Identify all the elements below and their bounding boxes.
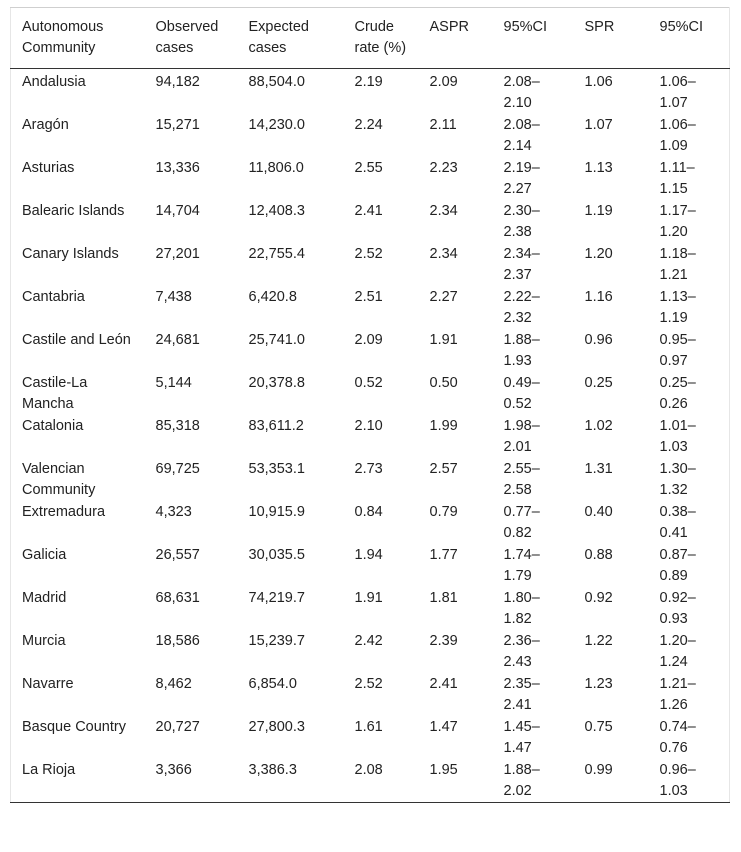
cell-expected-cases: 10,915.9 — [248, 504, 305, 520]
cell-community: La Rioja — [11, 759, 145, 803]
table-row — [11, 157, 730, 200]
cell-aspr: 1.47 — [429, 719, 458, 735]
cell-observed-cases: 24,681 — [155, 332, 200, 348]
table-body — [11, 69, 730, 803]
table-row — [11, 544, 730, 587]
cell-community: Madrid — [11, 587, 145, 630]
cell-expected-cases: 11,806.0 — [248, 160, 304, 176]
cell-spr: 1.13 — [584, 160, 613, 176]
cell-observed-cases: 4,323 — [155, 504, 192, 520]
cell-spr-ci: 1.18–1.21 — [649, 243, 730, 286]
cell-aspr: 2.09 — [429, 74, 458, 90]
cell-spr-ci: 1.06–1.07 — [649, 69, 730, 115]
cell-aspr-ci: 2.30–2.38 — [503, 203, 540, 240]
table-row — [11, 329, 730, 372]
cell-aspr-ci: 2.55–2.58 — [503, 461, 540, 498]
header-spr: SPR — [574, 8, 649, 69]
cell-aspr-ci: 2.35–2.41 — [503, 676, 540, 713]
cell-spr-ci: 0.74–0.76 — [649, 716, 730, 759]
cell-expected-cases: 3,386.3 — [238, 759, 344, 803]
cell-aspr: 1.81 — [429, 590, 458, 606]
cell-aspr: 2.11 — [429, 117, 457, 133]
cell-aspr: 0.50 — [429, 375, 458, 391]
cell-aspr-ci: 1.45–1.47 — [503, 719, 540, 756]
cell-spr: 1.06 — [584, 74, 613, 90]
table-row — [11, 587, 730, 630]
cell-spr-ci: 1.17–1.20 — [649, 200, 730, 243]
cell-spr: 1.23 — [584, 676, 613, 692]
table-row — [11, 415, 730, 458]
cell-observed-cases: 18,586 — [155, 633, 200, 649]
cell-crude-rate: 0.52 — [354, 375, 383, 391]
cell-expected-cases: 20,378.8 — [248, 375, 305, 391]
cell-community: Cantabria — [11, 286, 145, 329]
cell-aspr: 1.91 — [429, 332, 458, 348]
cell-observed-cases: 26,557 — [155, 547, 200, 563]
table-row — [11, 286, 730, 329]
cell-expected-cases: 25,741.0 — [248, 332, 305, 348]
cell-aspr-ci: 2.08–2.10 — [503, 74, 540, 111]
header-spr-ci: 95%CI — [649, 8, 730, 69]
cell-crude-rate: 2.10 — [354, 418, 383, 434]
header-observed-cases: Observed cases — [145, 8, 238, 69]
cell-expected-cases: 12,408.3 — [248, 203, 305, 219]
cell-aspr: 2.23 — [429, 160, 458, 176]
cell-aspr-ci: 1.98–2.01 — [503, 418, 540, 455]
cell-community: Galicia — [11, 544, 145, 587]
cell-crude-rate: 2.42 — [354, 633, 383, 649]
cell-community: Andalusia — [11, 69, 145, 115]
cell-spr: 1.19 — [584, 203, 613, 219]
cell-aspr-ci: 2.08–2.14 — [503, 117, 540, 154]
cell-aspr: 0.79 — [429, 504, 458, 520]
cell-community: Castile and León — [11, 329, 145, 372]
cell-community: Aragón — [11, 114, 145, 157]
prevalence-table-container — [10, 7, 729, 803]
cell-spr: 0.92 — [584, 590, 613, 606]
cell-spr-ci: 1.30–1.32 — [649, 458, 730, 501]
cell-observed-cases: 94,182 — [155, 74, 200, 90]
cell-community: Asturias — [11, 157, 145, 200]
cell-spr-ci: 1.20–1.24 — [649, 630, 730, 673]
cell-observed-cases: 85,318 — [155, 418, 200, 434]
table-row — [11, 630, 730, 673]
cell-spr: 1.07 — [584, 117, 613, 133]
cell-spr-ci: 0.87–0.89 — [649, 544, 730, 587]
cell-crude-rate: 1.94 — [354, 547, 383, 563]
cell-spr: 1.22 — [584, 633, 613, 649]
cell-community: Castile-La Mancha — [11, 372, 145, 415]
cell-community: Murcia — [11, 630, 145, 673]
cell-crude-rate: 1.61 — [354, 719, 383, 735]
cell-crude-rate: 2.55 — [354, 160, 383, 176]
table-row — [11, 716, 730, 759]
cell-crude-rate: 2.52 — [354, 676, 383, 692]
cell-aspr-ci: 1.88–1.93 — [503, 332, 540, 369]
cell-spr-ci: 0.38–0.41 — [649, 501, 730, 544]
cell-aspr-ci: 0.49–0.52 — [503, 375, 540, 412]
cell-spr-ci: 1.11–1.15 — [649, 157, 730, 200]
cell-aspr: 2.34 — [429, 246, 458, 262]
cell-expected-cases: 88,504.0 — [248, 74, 305, 90]
cell-observed-cases: 69,725 — [155, 461, 200, 477]
cell-expected-cases: 6,854.0 — [248, 676, 297, 692]
cell-observed-cases: 14,704 — [155, 203, 200, 219]
cell-community: Navarre — [11, 673, 145, 716]
cell-expected-cases: 74,219.7 — [248, 590, 305, 606]
table-row — [11, 501, 730, 544]
cell-spr-ci: 1.06–1.09 — [649, 114, 730, 157]
cell-community: Extremadura — [11, 501, 145, 544]
cell-crude-rate: 2.41 — [354, 203, 383, 219]
cell-spr-ci: 0.25–0.26 — [649, 372, 730, 415]
cell-expected-cases: 6,420.8 — [248, 289, 297, 305]
cell-spr-ci: 0.95–0.97 — [649, 329, 730, 372]
cell-spr: 1.02 — [584, 418, 613, 434]
header-expected-cases: Expected cases — [238, 8, 344, 69]
cell-community: Canary Islands — [11, 243, 145, 286]
cell-aspr: 1.77 — [429, 547, 458, 563]
cell-observed-cases: 20,727 — [155, 719, 200, 735]
cell-crude-rate: 2.51 — [354, 289, 383, 305]
cell-crude-rate: 2.19 — [354, 74, 383, 90]
cell-observed-cases: 3,366 — [145, 759, 238, 803]
cell-aspr-ci: 1.80–1.82 — [503, 590, 540, 627]
cell-spr: 0.25 — [584, 375, 613, 391]
table-row — [11, 69, 730, 115]
cell-aspr-ci: 2.22–2.32 — [503, 289, 540, 326]
cell-spr: 1.31 — [584, 461, 613, 477]
cell-observed-cases: 8,462 — [155, 676, 192, 692]
cell-crude-rate: 2.73 — [354, 461, 383, 477]
cell-aspr: 2.27 — [429, 289, 458, 305]
cell-spr: 0.40 — [584, 504, 613, 520]
cell-observed-cases: 5,144 — [155, 375, 192, 391]
cell-spr-ci: 1.13–1.19 — [649, 286, 730, 329]
table-row — [11, 114, 730, 157]
cell-aspr-ci: 1.74–1.79 — [503, 547, 540, 584]
cell-aspr: 2.34 — [429, 203, 458, 219]
cell-spr: 0.96 — [584, 332, 613, 348]
cell-aspr: 2.57 — [429, 461, 458, 477]
cell-aspr-ci: 2.34–2.37 — [503, 246, 540, 283]
prevalence-table — [10, 7, 730, 803]
cell-expected-cases: 14,230.0 — [248, 117, 305, 133]
cell-observed-cases: 13,336 — [155, 160, 200, 176]
cell-spr-ci: 0.96–1.03 — [649, 759, 730, 803]
header-aspr: ASPR — [419, 8, 493, 69]
cell-aspr: 2.41 — [429, 676, 458, 692]
table-row — [11, 372, 730, 415]
table-row — [11, 673, 730, 716]
cell-expected-cases: 53,353.1 — [248, 461, 305, 477]
cell-spr: 0.88 — [584, 547, 613, 563]
table-row — [11, 200, 730, 243]
cell-spr: 0.75 — [584, 719, 613, 735]
cell-community: Catalonia — [11, 415, 145, 458]
cell-spr: 1.20 — [584, 246, 613, 262]
cell-spr-ci: 0.92–0.93 — [649, 587, 730, 630]
header-autonomous-community: Autonomous Community — [11, 8, 145, 69]
cell-aspr-ci: 1.88–2.02 — [493, 759, 574, 803]
cell-expected-cases: 15,239.7 — [248, 633, 305, 649]
cell-observed-cases: 15,271 — [155, 117, 200, 133]
header-aspr-ci: 95%CI — [493, 8, 574, 69]
cell-aspr-ci: 0.77–0.82 — [503, 504, 540, 541]
cell-expected-cases: 22,755.4 — [248, 246, 305, 262]
cell-crude-rate: 2.08 — [344, 759, 419, 803]
cell-aspr: 1.99 — [429, 418, 458, 434]
table-row — [11, 243, 730, 286]
cell-crude-rate: 2.09 — [354, 332, 383, 348]
cell-aspr: 2.39 — [429, 633, 458, 649]
cell-spr-ci: 1.01–1.03 — [649, 415, 730, 458]
cell-aspr-ci: 2.19–2.27 — [503, 160, 540, 197]
cell-observed-cases: 27,201 — [155, 246, 200, 262]
cell-crude-rate: 2.24 — [354, 117, 383, 133]
cell-expected-cases: 27,800.3 — [248, 719, 305, 735]
cell-spr-ci: 1.21–1.26 — [649, 673, 730, 716]
cell-community: Valencian Community — [11, 458, 145, 501]
cell-observed-cases: 68,631 — [155, 590, 200, 606]
table-row — [11, 759, 730, 803]
cell-aspr: 1.95 — [419, 759, 493, 803]
cell-spr: 0.99 — [574, 759, 649, 803]
cell-expected-cases: 83,611.2 — [248, 418, 304, 434]
cell-community: Basque Country — [11, 716, 145, 759]
header-crude-rate: Crude rate (%) — [344, 8, 419, 69]
cell-crude-rate: 1.91 — [354, 590, 383, 606]
cell-expected-cases: 30,035.5 — [248, 547, 305, 563]
table-row — [11, 458, 730, 501]
cell-spr: 1.16 — [584, 289, 613, 305]
cell-community: Balearic Islands — [11, 200, 145, 243]
cell-crude-rate: 0.84 — [354, 504, 383, 520]
cell-crude-rate: 2.52 — [354, 246, 383, 262]
cell-observed-cases: 7,438 — [155, 289, 192, 305]
header-row — [11, 8, 730, 69]
cell-aspr-ci: 2.36–2.43 — [503, 633, 540, 670]
